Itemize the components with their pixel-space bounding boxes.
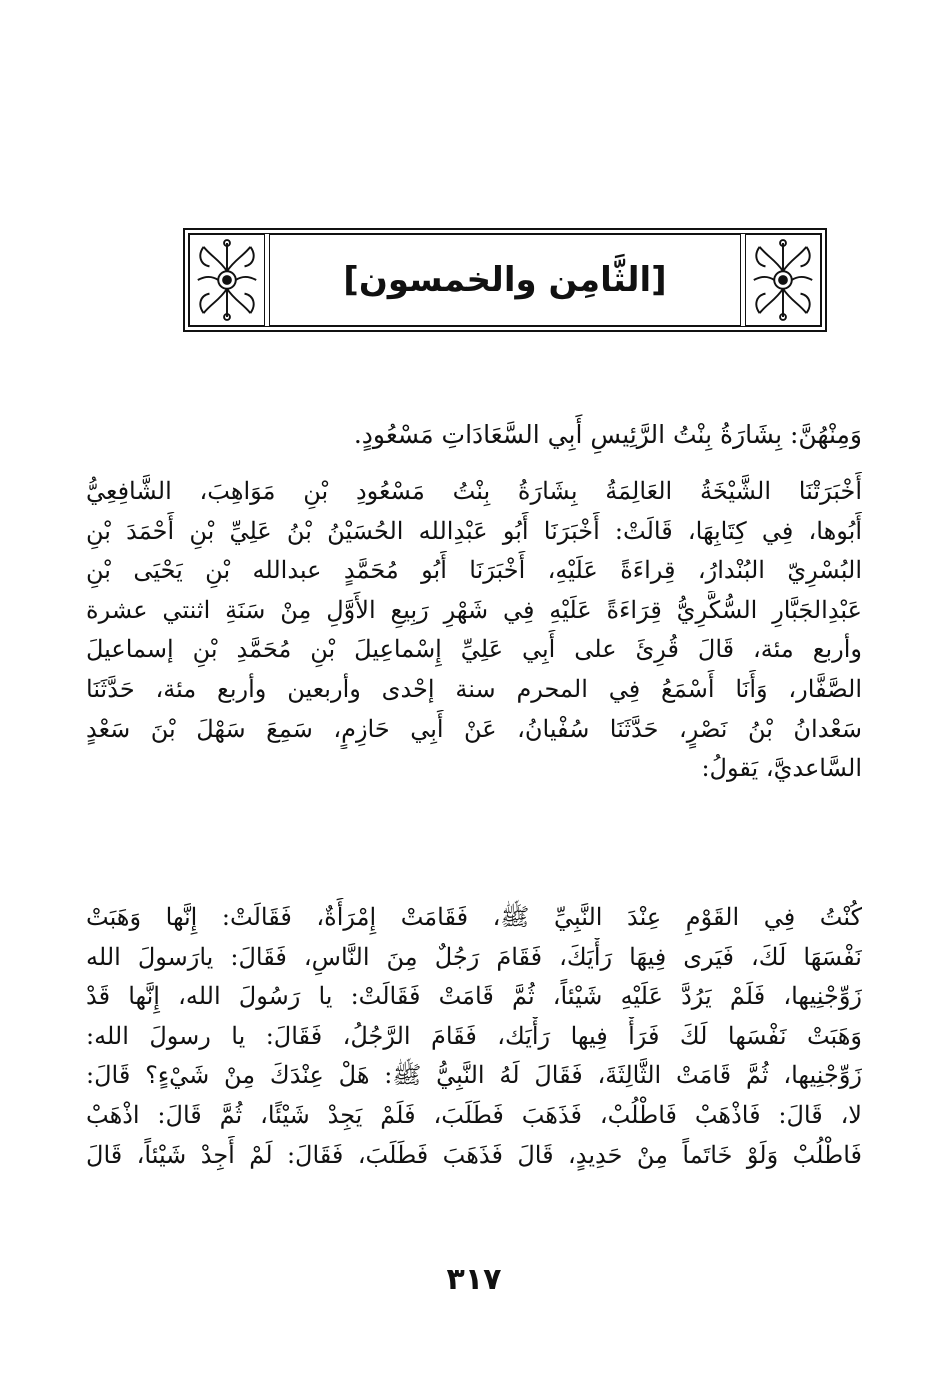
text-line: السَّاعديَّ، يَقولُ:	[701, 754, 862, 783]
floral-ornament-left-icon	[189, 234, 265, 326]
text-line: لا، قَالَ: فَاذْهَبْ فَاطْلُبْ، فَذَهَبَ فَطَلَبَ، فَلَمْ يَجِدْ شَيْئًا، ثُمَّ قَالَ: اذْهَبْ	[86, 1100, 862, 1129]
text-line: أَخْبَرَتْنَا الشَّيْخَةُ العَالِمَةُ بِشَارَةُ بِنْتُ مَسْعُودِ بْنِ مَوَاهِبَ، الشَّافِعِيُّ	[86, 477, 862, 505]
intro-line: وَمِنْهُنَّ: بِشَارَةُ بِنْتُ الرَّئِيسِ أَبِي السَّعَادَاتِ مَسْعُودٍ.	[353, 420, 862, 449]
chapter-title-box	[269, 234, 741, 326]
text-line: الصَّفَّار، وَأَنَا أَسْمَعُ فِي المحرم سنة إحْدى وأربعين وأربع مئة، حَدَّثَنَا	[86, 674, 862, 703]
hadith-paragraph	[86, 898, 862, 1175]
chapter-title: [الثَّامِن والخمسون]	[343, 260, 667, 300]
text-line: فَاطْلُبْ وَلَوْ خَاتَماً مِنْ حَدِيدٍ، قَالَ فَذَهَبَ فَطَلَبَ، فَقَالَ: لَمْ أَجِدْ شَيْئاً، قَالَ	[86, 1140, 862, 1169]
text-line: وَهَبَتْ نَفْسَها لَكَ فَرَأْ فِيها رَأْيَك، فَقَامَ الرَّجُلُ، فَقَالَ: يا رسولَ الله:	[86, 1021, 862, 1050]
text-line: وأربع مئة، قَالَ قُرِئَ على أَبِي عَلِيِّ إِسْماعِيلَ بْنِ مُحَمَّدِ بْنِ إسماعيلَ	[86, 635, 862, 664]
text-line: البُسْرِيّ البُنْدارُ، قِراءَةً عَلَيْهِ، أَخْبَرَنَا أَبُو مُحَمَّدٍ عبدالله بْنِ يَحْيَى بْنِ	[86, 556, 862, 585]
text-line: زَوِّجْنِيها، ثُمَّ قَامَتْ الثَّالِثَةَ، فَقَالَ لَهُ النَّبِيُّ ﷺ: هَلْ عِنْدَكَ مِنْ شَيْءٍ؟ قَالَ:	[86, 1061, 862, 1090]
text-line: زَوِّجْنِيها، فَلَمْ يَرُدَّ عَلَيْهِ شَيْئاً، ثُمَّ قَامَتْ فَقَالَتْ: يا رَسُولَ الله، إِنَّها قَدْ	[86, 982, 862, 1011]
isnad-paragraph	[86, 472, 862, 789]
text-line: عَبْدِالجَبَّارِ السُّكَّرِيُّ قِرَاءَةً عَلَيْهِ فِي شَهْرِ رَبِيعِ الأَوَّلِ مِنْ سَنَةِ اثنتي عشرة	[86, 595, 862, 624]
text-line: كُنْتُ فِي القَوْمِ عِنْدَ النَّبِيِّ ﷺ، فَقَامَتْ إِمْرَأَةٌ، فَقَالَتْ: إِنَّها وَهَبَتْ	[86, 903, 862, 931]
text-line: أَبُوها، فِي كِتَابِهَا، قَالَتْ: أَخْبَرَنَا أَبُو عَبْدِالله الحُسَيْنُ بْنُ عَلِيِّ بْنِ أَحْمَدَ بْنِ	[86, 516, 862, 545]
page-number: ٣١٧	[446, 1262, 502, 1297]
text-line: نَفْسَهَا لَكَ، فَيَرى فِيهَا رَأْيَكَ، فَقَامَ رَجُلٌ مِنَ النَّاسِ، فَقَالَ: يارَسولَ الله	[86, 942, 862, 971]
text-line: سَعْدانُ بْنُ نَصْرٍ، حَدَّثَنَا سُفْيانُ، عَنْ أَبِي حَازِمٍ، سَمِعَ سَهْلَ بْنَ سَعْدٍ	[86, 714, 862, 743]
floral-ornament-right-icon	[745, 234, 821, 326]
chapter-title-frame	[183, 228, 827, 332]
